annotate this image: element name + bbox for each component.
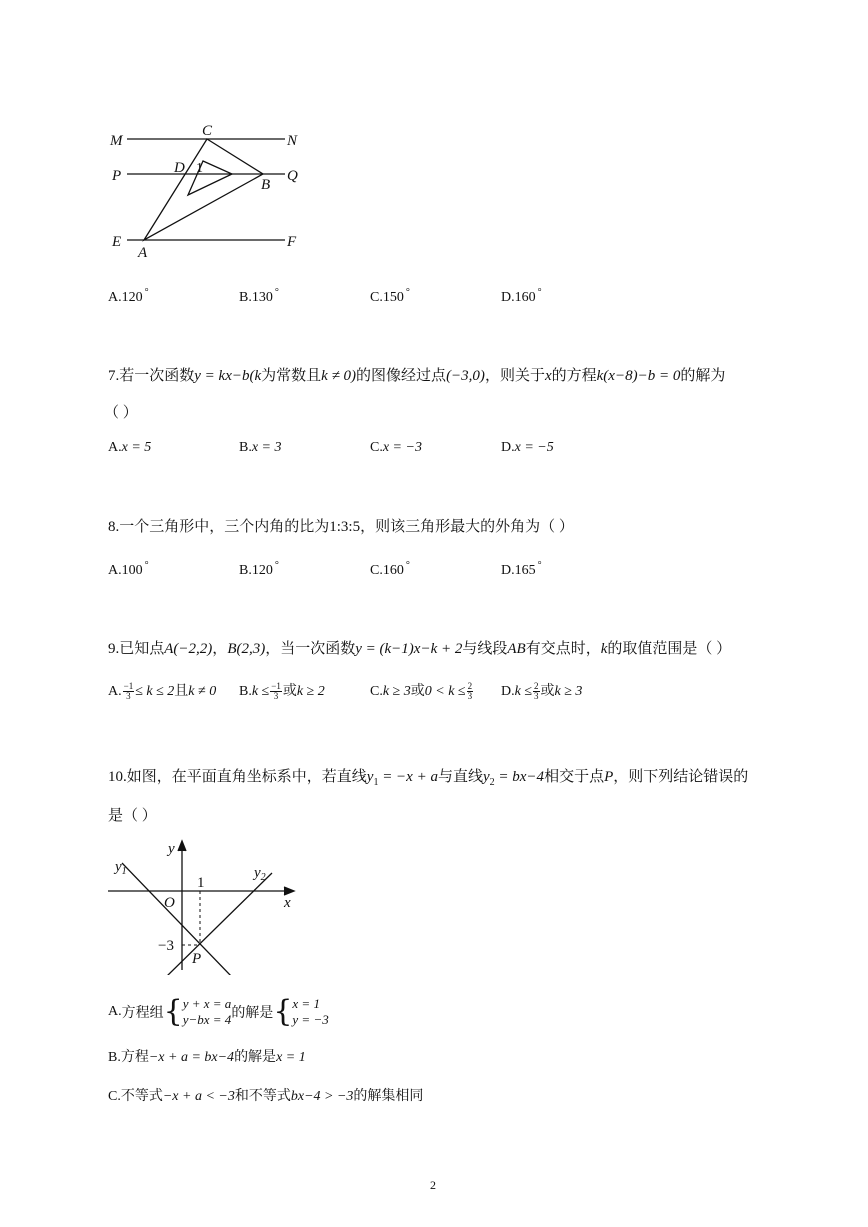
- degree-symbol: °: [405, 287, 410, 298]
- label-tick-1: 1: [197, 875, 205, 891]
- q8-option-c[interactable]: C.160 °: [370, 560, 410, 578]
- q9-option-d[interactable]: D.k ≤ $\frac{2}{3}$ 或k ≥ 3: [501, 681, 583, 702]
- label-b: B: [261, 177, 271, 193]
- q7-option-b[interactable]: B.x = 3: [239, 440, 282, 455]
- inner-triangle: [188, 161, 232, 195]
- fraction: $\frac{-1}{3}$: [123, 681, 134, 702]
- y-axis-arrow: [178, 841, 186, 851]
- q8-option-d[interactable]: D.165 °: [501, 560, 542, 578]
- q7-option-a[interactable]: A.x = 5: [108, 440, 152, 455]
- degree-symbol: °: [274, 287, 279, 298]
- fraction: $\frac{2}{3}$: [534, 681, 539, 702]
- option-value: 130: [251, 290, 273, 305]
- degree-symbol: °: [537, 287, 542, 298]
- label-y1: $y_1$: [115, 859, 127, 877]
- page-number: 2: [430, 1178, 436, 1192]
- label-tick-neg3: −3: [158, 938, 174, 954]
- q8-stem: 8.一个三角形中，三个内角的比为1:3:5，则该三角形最大的外角为（ ）: [108, 519, 574, 535]
- option-letter: C.: [370, 290, 383, 305]
- line-y1: [122, 863, 232, 975]
- label-q: Q: [287, 168, 298, 184]
- label-angle-1: 1: [196, 161, 203, 176]
- q9-option-c[interactable]: C.k ≥ 3或0 < k ≤ $\frac{2}{3}$: [370, 681, 473, 702]
- parallel-lines-triangle-figure: [100, 115, 320, 265]
- degree-symbol: °: [274, 560, 279, 571]
- left-brace-icon: {: [273, 994, 293, 1029]
- q10-stem: 10.如图，在平面直角坐标系中，若直线$y_1 = -x + a$与直线$y_2 = bx-4$相交于点P，则下列结论错误的: [108, 769, 749, 788]
- option-value: 120: [121, 290, 143, 305]
- label-d: D: [174, 160, 185, 176]
- left-brace-icon: {: [163, 994, 183, 1029]
- degree-symbol: °: [537, 560, 542, 571]
- label-a: A: [138, 245, 148, 261]
- option-value: 160: [514, 290, 536, 305]
- q7-option-c[interactable]: C.x = −3: [370, 440, 422, 455]
- x-axis-arrow: [284, 887, 294, 895]
- q7-option-d[interactable]: D.x = −5: [501, 440, 554, 455]
- q8-option-a[interactable]: A.100 °: [108, 560, 149, 578]
- q8-option-b[interactable]: B.120 °: [239, 560, 279, 578]
- label-p: P: [112, 168, 122, 184]
- q6-option-a[interactable]: [108, 287, 149, 306]
- option-value: 150: [382, 290, 404, 305]
- option-letter: A.: [108, 290, 122, 305]
- label-f: F: [287, 234, 297, 250]
- option-letter: B.: [239, 290, 252, 305]
- q9-stem: 9.已知点A(−2,2)，B(2,3)，当一次函数y = (k−1)x−k + 2与线段AB有交点时，k的取值范围是（ ）: [108, 641, 732, 657]
- q9-option-b[interactable]: B.k ≤ $\frac{-1}{3}$ 或k ≥ 2: [239, 681, 325, 702]
- label-n: N: [287, 133, 298, 149]
- degree-symbol: °: [144, 560, 149, 571]
- fraction: $\frac{-1}{3}$: [271, 681, 281, 702]
- q10-stem-line2: 是（ ）: [108, 808, 157, 824]
- q7-answer-bracket: （ ）: [104, 405, 138, 421]
- q10-option-c[interactable]: C.不等式−x + a < −3和不等式bx−4 > −3的解集相同: [108, 1089, 424, 1104]
- q6-option-b[interactable]: [239, 287, 279, 306]
- q10-option-b[interactable]: B.方程−x + a = bx−4的解是x = 1: [108, 1050, 306, 1065]
- degree-symbol: °: [405, 560, 410, 571]
- label-c: C: [202, 123, 213, 139]
- coordinate-graph-figure: [100, 835, 310, 975]
- label-p: P: [192, 951, 202, 967]
- q10-option-a[interactable]: A.方程组{ y + x = a y−bx = 4 的解是{ x = 1 y = −3: [108, 994, 329, 1029]
- label-m: M: [110, 133, 123, 149]
- outer-triangle: [144, 139, 263, 240]
- degree-symbol: °: [144, 287, 149, 298]
- label-y-axis: y: [168, 841, 175, 857]
- option-letter: D.: [501, 290, 515, 305]
- q7-stem: 7.若一次函数y = kx−b(k为常数且k ≠ 0)的图像经过点(−3,0)，则关于x的方程k(x−8)−b = 0的解为: [108, 368, 726, 384]
- q6-option-c[interactable]: [370, 287, 410, 306]
- label-y2: $y_2$: [254, 865, 266, 883]
- fraction: $\frac{2}{3}$: [467, 681, 473, 702]
- label-x-axis: x: [284, 895, 291, 911]
- q9-option-a[interactable]: A. $\frac{-1}{3}$ ≤ k ≤ 2且k ≠ 0: [108, 681, 217, 702]
- q6-option-d[interactable]: [501, 287, 542, 306]
- label-e: E: [112, 234, 122, 250]
- label-origin: O: [164, 895, 175, 911]
